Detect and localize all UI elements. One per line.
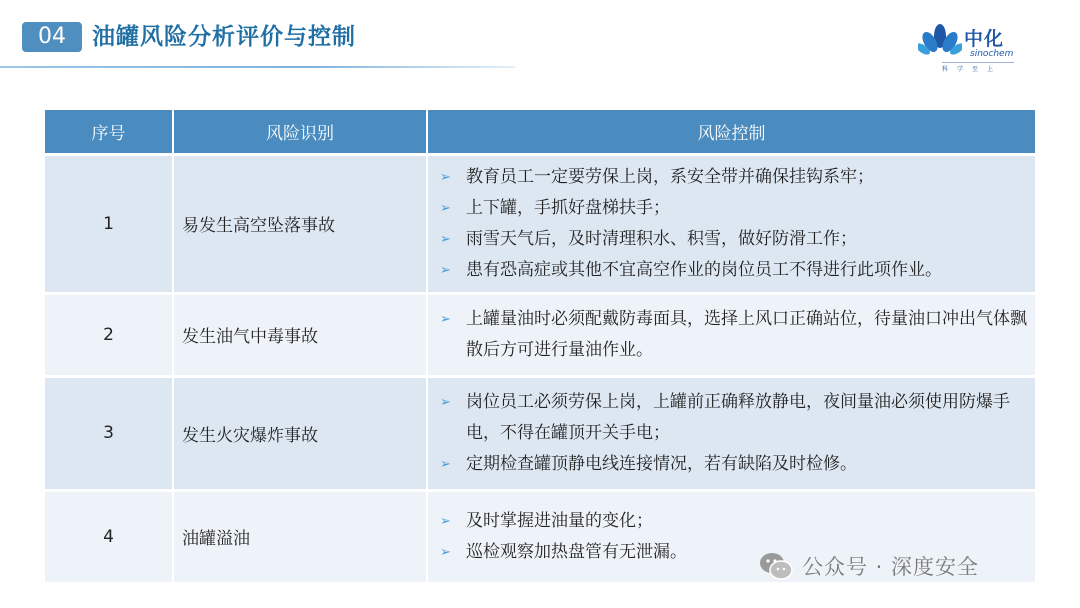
wechat-watermark (758, 549, 1058, 585)
risk-identification: 发生火灾爆炸事故 (173, 376, 427, 490)
arrow-bullet-icon: ➢ (440, 169, 451, 185)
lotus-logo-icon (918, 22, 962, 60)
header-risk: 风险识别 (173, 110, 427, 154)
table-row (45, 376, 1035, 490)
row-number: 3 (45, 376, 173, 490)
risk-identification: 易发生高空坠落事故 (173, 154, 427, 293)
arrow-bullet-icon: ➢ (440, 200, 451, 216)
section-number-badge: 04 (22, 22, 82, 52)
arrow-bullet-icon: ➢ (440, 544, 451, 560)
risk-control-cell (427, 376, 1035, 490)
control-item (438, 387, 1027, 449)
logo-name-en: sinochem (970, 49, 1014, 59)
arrow-bullet-icon: ➢ (440, 456, 451, 472)
wechat-icon (758, 551, 794, 581)
control-list (438, 304, 1027, 366)
control-list (438, 162, 1027, 286)
header-no: 序号 (45, 110, 173, 154)
row-number: 4 (45, 490, 173, 582)
control-item (438, 162, 1027, 193)
header-control: 风险控制 (427, 110, 1035, 154)
control-text: 巡检观察加热盘管有无泄漏。 (466, 541, 687, 562)
control-text: 岗位员工必须劳保上岗，上罐前正确释放静电，夜间量油必须使用防爆手电，不得在罐顶开关手电； (466, 391, 1010, 443)
logo-name-cn: 中化 (964, 28, 1005, 50)
arrow-bullet-icon: ➢ (440, 513, 451, 529)
control-text: 定期检查罐顶静电线连接情况，若有缺陷及时检修。 (466, 453, 857, 474)
risk-identification: 油罐溢油 (173, 490, 427, 582)
watermark-text: 公众号 · 深度安全 (802, 555, 980, 579)
risk-control-cell (427, 293, 1035, 376)
page-title: 油罐风险分析评价与控制 (92, 24, 356, 50)
control-item (438, 224, 1027, 255)
logo-slogan: 科学至上 (942, 62, 1014, 73)
risk-control-cell (427, 154, 1035, 293)
table-header-row (45, 110, 1035, 154)
control-text: 教育员工一定要劳保上岗，系安全带并确保挂钩系牢； (466, 166, 874, 187)
arrow-bullet-icon: ➢ (440, 394, 451, 410)
control-item (438, 449, 1027, 480)
control-item (438, 193, 1027, 224)
table-row (45, 293, 1035, 376)
control-item (438, 304, 1027, 366)
control-text: 上罐量油时必须配戴防毒面具，选择上风口正确站位，待量油口冲出气体飘散后方可进行量油作业。 (466, 308, 1027, 360)
sinochem-logo (918, 22, 1048, 72)
row-number: 2 (45, 293, 173, 376)
arrow-bullet-icon: ➢ (440, 231, 451, 247)
table-row (45, 154, 1035, 293)
control-item (438, 255, 1027, 286)
row-number: 1 (45, 154, 173, 293)
control-list (438, 387, 1027, 480)
header-divider (0, 66, 515, 68)
arrow-bullet-icon: ➢ (440, 311, 451, 327)
control-text: 上下罐，手抓好盘梯扶手； (466, 197, 670, 218)
risk-table (45, 110, 1035, 582)
arrow-bullet-icon: ➢ (440, 262, 451, 278)
risk-identification: 发生油气中毒事故 (173, 293, 427, 376)
control-text: 雨雪天气后，及时清理积水、积雪，做好防滑工作； (466, 228, 857, 249)
control-item (438, 506, 1027, 537)
control-text: 及时掌握进油量的变化； (466, 510, 653, 531)
control-text: 患有恐高症或其他不宜高空作业的岗位员工不得进行此项作业。 (466, 259, 942, 280)
